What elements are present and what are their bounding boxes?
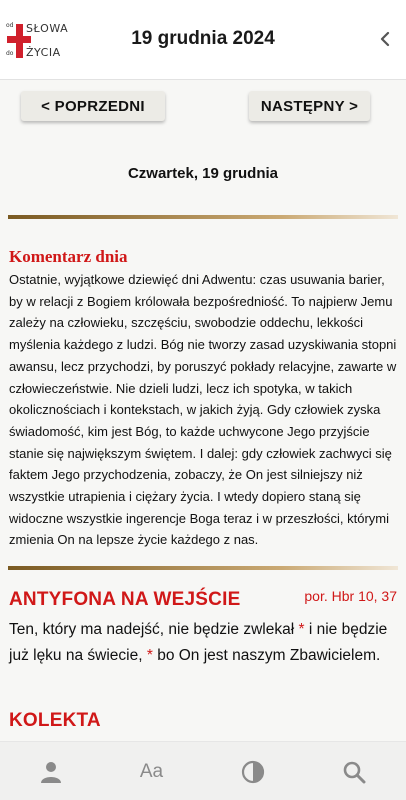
logo-word-top: SŁOWA [26,22,69,35]
font-size-icon: Aa [139,760,164,782]
antiphon-title: ANTYFONA NA WEJŚCIE [9,589,241,610]
logo-small-bottom: do [6,50,14,57]
section-divider [8,566,398,570]
tab-font[interactable] [101,742,202,800]
app-header [0,0,406,80]
kolekta-title: KOLEKTA [9,710,101,731]
antiphon-text [9,617,399,669]
tab-profile[interactable] [0,742,101,800]
chevron-left-icon[interactable] [378,29,392,49]
next-day-button[interactable]: NASTĘPNY > [249,91,370,121]
antiphon-part: bo On jest naszym Zbawicielem. [152,647,381,664]
antiphon-star: * [146,647,153,664]
comment-title: Komentarz dnia [9,247,128,266]
section-divider [8,215,398,219]
comment-body: Ostatnie, wyjątkowe dziewięć dni Adwentu: czas usuwania barier, by w relacji z Bogiem królowała bezpośredniość. To najpierw Jemu zależy na człowieku, szczęściu, swobodzie oddechu, lekkości myślenia każdego z ludzi. Bóg nie tworzy zasad uzyskiwania stopni awansu, lecz przychodzi, by poruszyć pokłady relacyjne, zawarte w człowieczeństwie. Nie dzieli ludzi, lecz ich spotyka, w takich okolicznościach i kontekstach, w jakich żyją. Gdy człowiek zyska świadomość, kim jest Bóg, to każde uchwycone Jego przyjście stanie się największym świętem. I dalej: gdy człowiek zachwyci się faktem Jego przychodzenia, zobaczy, że On jest silniejszy niż wszystkie utrapienia i ciężary życia. I wtedy dopiero staną się widoczne wszystkie ingerencje Boga teraz i w przeszłości, którymi zmienia On na lepsze życie każdego z nas. [9,272,397,548]
antiphon-part: Ten, który ma nadejść, nie będzie zwlekał [9,621,299,638]
header-date-title: 19 grudnia 2024 [131,28,275,49]
logo-word-bottom: ŻYCIA [26,46,61,59]
search-icon [342,760,366,784]
tab-search[interactable] [303,742,404,800]
antiphon-reference: por. Hbr 10, 37 [304,588,397,604]
antiphon-star: * [298,621,305,638]
contrast-icon [241,760,265,784]
antiphon-part: i nie będzie już lęku na świecie, [9,621,388,664]
logo-small-top: od [6,22,14,29]
day-title: Czwartek, 19 grudnia [127,165,279,182]
person-icon [40,761,62,783]
bottom-tab-bar [0,741,406,800]
previous-day-button[interactable]: < POPRZEDNI [21,91,165,121]
tab-contrast[interactable] [202,742,303,800]
